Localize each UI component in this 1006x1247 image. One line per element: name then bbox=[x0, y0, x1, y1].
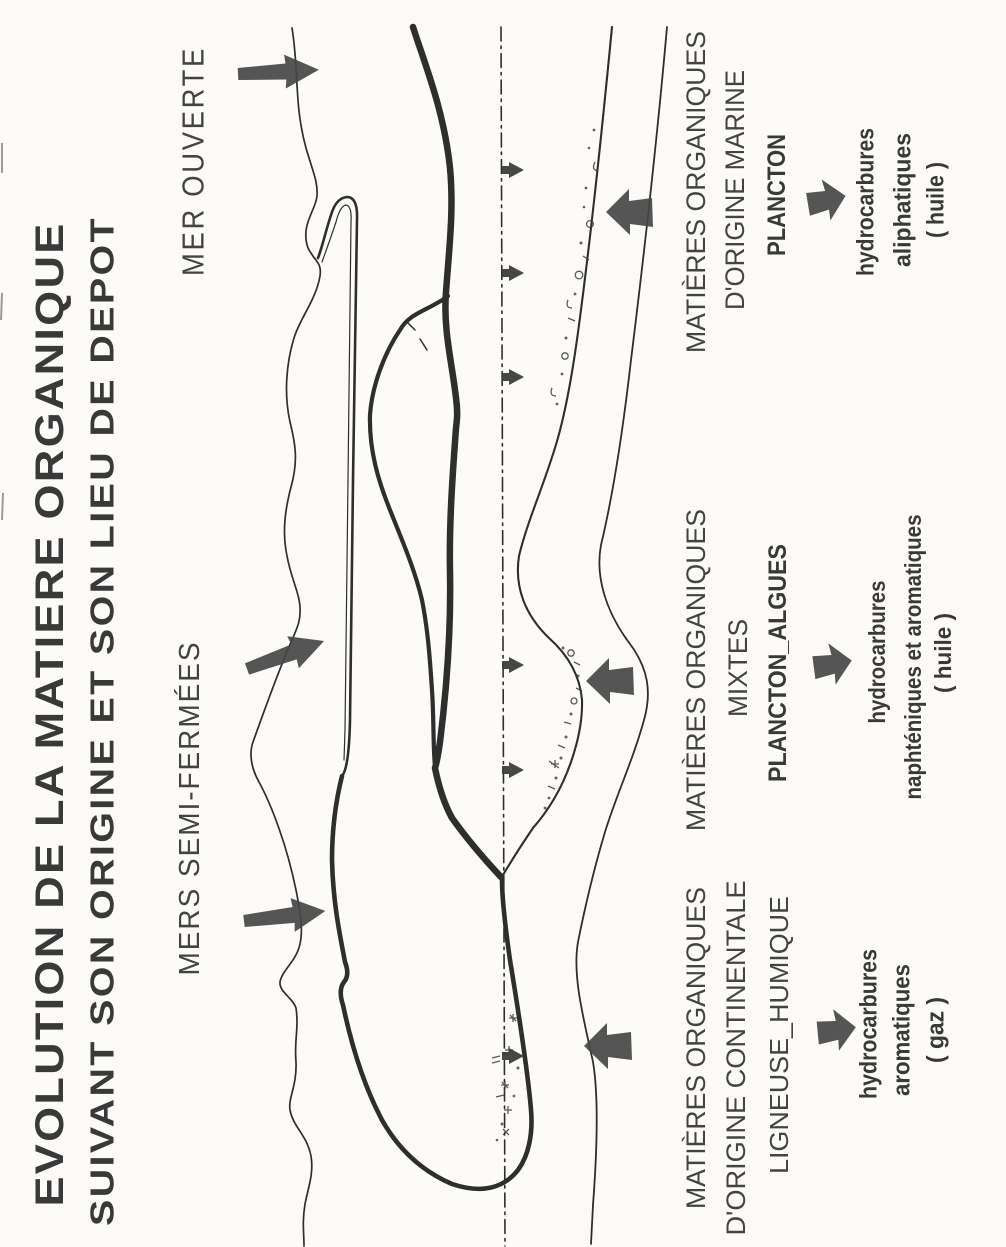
continental-plant-debris-stipple bbox=[492, 1014, 523, 1141]
sea-level-datum-line bbox=[501, 27, 505, 1246]
barrier-spit-outer-line bbox=[318, 197, 357, 776]
mixed-matter-label-line1: MATIÈRES ORGANIQUES bbox=[681, 504, 711, 831]
continental-product-line1: hydrocarbures bbox=[855, 930, 883, 1099]
mixed-source-label: PLANCTON_ALGUES bbox=[764, 525, 792, 782]
diagram-title-line1: EVOLUTION DE LA MATIERE ORGANIQUE bbox=[28, 331, 72, 1207]
continental-source-label: LIGNEUSE_HUMIQUE bbox=[764, 905, 794, 1174]
relief-profile-line bbox=[251, 28, 320, 1246]
semi-enclosed-seas-label: MERS SEMI-FERMÉES bbox=[174, 628, 206, 976]
seafloor-inner-curve bbox=[503, 27, 612, 875]
scan-edge-marks bbox=[1, 143, 3, 520]
diagram-title-line2: SUIVANT SON ORIGINE ET SON LIEU DE DEPOT bbox=[83, 380, 121, 1226]
continental-product-line2: aromatiques bbox=[888, 953, 916, 1096]
continental-product-arrow-icon bbox=[814, 1006, 858, 1053]
organic-layer-band bbox=[413, 27, 501, 877]
marine-source-label: PLANCTON bbox=[763, 117, 791, 256]
marine-product-line3: ( huile ) bbox=[922, 152, 950, 238]
mixed-deposit-stipple bbox=[544, 647, 582, 810]
semi-enclosed-current-arrow-icon-1 bbox=[241, 625, 330, 685]
lagoon-broken-dashes bbox=[406, 321, 427, 350]
mixed-matter-label-line2: MIXTES bbox=[723, 616, 753, 717]
continental-matter-label-line1: MATIÈRES ORGANIQUES bbox=[681, 882, 711, 1209]
marine-product-line2: aliphatiques bbox=[889, 126, 917, 267]
lagoon-west-edge bbox=[370, 296, 448, 766]
mixed-product-line1: hydrocarbures bbox=[864, 562, 890, 724]
mixed-product-arrow-icon bbox=[810, 640, 856, 688]
continental-basin-outline bbox=[332, 776, 531, 1189]
open-sea-label: MER OUVERTE bbox=[175, 16, 211, 276]
semi-enclosed-current-arrow-icon-2 bbox=[242, 894, 328, 938]
continental-product-line3: ( gaz ) bbox=[922, 993, 950, 1063]
mixed-deposit-arrow-icon bbox=[586, 658, 634, 704]
marine-plankton-stipple bbox=[551, 129, 598, 406]
continental-deposit-arrow-icon bbox=[584, 1023, 632, 1069]
mixed-product-line3: ( huile ) bbox=[930, 611, 956, 693]
marine-product-line1: hydrocarbures bbox=[852, 107, 880, 276]
mixed-product-line2: naphténiques et aromatiques bbox=[900, 479, 926, 800]
continental-matter-label-line2: D'ORIGINE CONTINENTALE bbox=[721, 882, 751, 1236]
marine-matter-label-line1: MATIÈRES ORGANIQUES bbox=[681, 26, 711, 353]
barrier-spit-inner-line bbox=[322, 205, 351, 760]
open-sea-current-arrow-icon bbox=[237, 53, 320, 91]
marine-product-arrow-icon bbox=[803, 175, 850, 224]
marine-matter-label-line2: D'ORIGINE MARINE bbox=[720, 58, 750, 310]
